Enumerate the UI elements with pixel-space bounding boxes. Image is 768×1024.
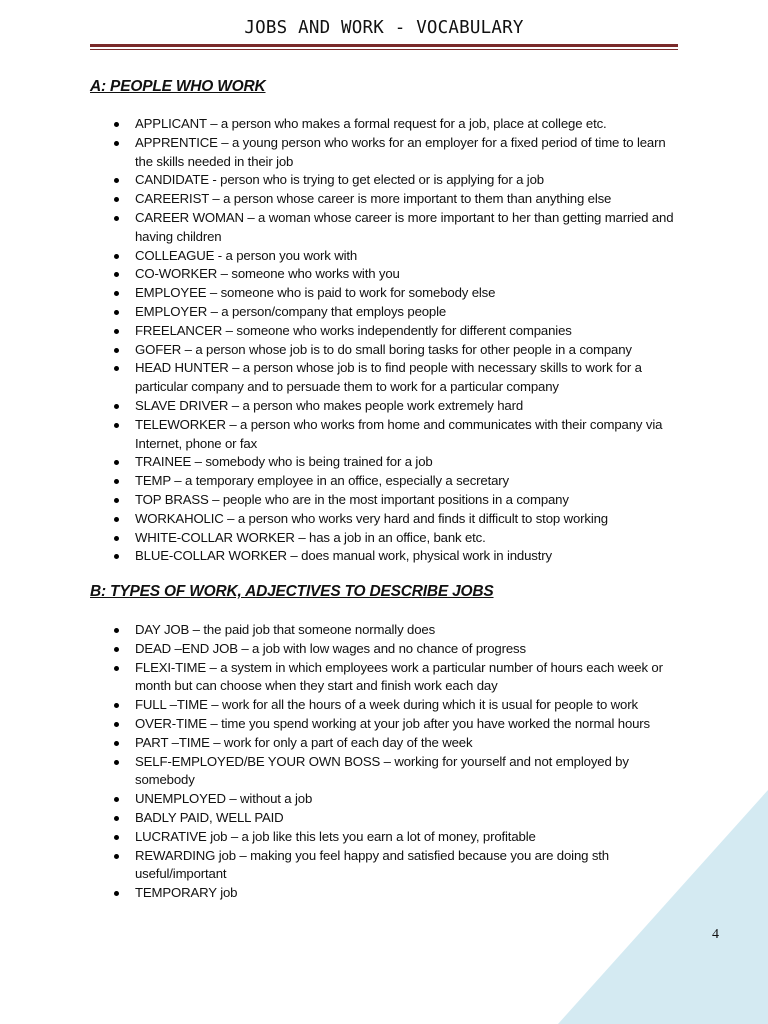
header-divider-thick	[90, 44, 678, 47]
section-heading-people-who-work: A: PEOPLE WHO WORK	[90, 78, 266, 95]
list-item: CANDIDATE - person who is trying to get elected or is applying for a job	[90, 171, 685, 190]
list-item: COLLEAGUE - a person you work with	[90, 247, 685, 266]
list-item: FREELANCER – someone who works independently for different companies	[90, 322, 685, 341]
list-item: TEMP – a temporary employee in an office, especially a secretary	[90, 472, 685, 491]
list-item: APPLICANT – a person who makes a formal request for a job, place at college etc.	[90, 115, 685, 134]
list-item: TELEWORKER – a person who works from home and communicates with their company via Internet, phone or fax	[90, 416, 685, 454]
list-item: GOFER – a person whose job is to do small boring tasks for other people in a company	[90, 341, 685, 360]
list-item: WHITE-COLLAR WORKER – has a job in an office, bank etc.	[90, 529, 685, 548]
section-heading-types-of-work: B: TYPES OF WORK, ADJECTIVES TO DESCRIBE JOBS	[90, 583, 494, 600]
list-item: TOP BRASS – people who are in the most important positions in a company	[90, 491, 685, 510]
page-number: 4	[712, 927, 719, 942]
list-item: EMPLOYEE – someone who is paid to work for somebody else	[90, 284, 685, 303]
list-item: SELF-EMPLOYED/BE YOUR OWN BOSS – working for yourself and not employed by somebody	[90, 753, 685, 791]
list-item: UNEMPLOYED – without a job	[90, 790, 685, 809]
list-item: REWARDING job – making you feel happy and satisfied because you are doing sth useful/important	[90, 847, 685, 885]
list-item: OVER-TIME – time you spend working at your job after you have worked the normal hours	[90, 715, 685, 734]
list-item: TRAINEE – somebody who is being trained for a job	[90, 453, 685, 472]
list-item: PART –TIME – work for only a part of each day of the week	[90, 734, 685, 753]
list-item: APPRENTICE – a young person who works for an employer for a fixed period of time to learn the skills needed in their job	[90, 134, 685, 172]
list-item: FULL –TIME – work for all the hours of a week during which it is usual for people to work	[90, 696, 685, 715]
corner-triangle-shape	[558, 790, 768, 1024]
list-item: DEAD –END JOB – a job with low wages and no chance of progress	[90, 640, 685, 659]
list-item: WORKAHOLIC – a person who works very hard and finds it difficult to stop working	[90, 510, 685, 529]
list-item: CO-WORKER – someone who works with you	[90, 265, 685, 284]
list-item: HEAD HUNTER – a person whose job is to find people with necessary skills to work for a particular company and to persuade them to work for a particular company	[90, 359, 685, 397]
list-item: TEMPORARY job	[90, 884, 685, 903]
header-divider-thin	[90, 49, 678, 50]
list-item: DAY JOB – the paid job that someone normally does	[90, 621, 685, 640]
list-item: BLUE-COLLAR WORKER – does manual work, physical work in industry	[90, 547, 685, 566]
list-item: SLAVE DRIVER – a person who makes people work extremely hard	[90, 397, 685, 416]
list-item: EMPLOYER – a person/company that employs people	[90, 303, 685, 322]
page-title: JOBS AND WORK - VOCABULARY	[244, 18, 524, 38]
list-item: BADLY PAID, WELL PAID	[90, 809, 685, 828]
list-item: FLEXI-TIME – a system in which employees work a particular number of hours each week or month but can choose when they start and finish work each day	[90, 659, 685, 697]
list-item: LUCRATIVE job – a job like this lets you earn a lot of money, profitable	[90, 828, 685, 847]
corner-decoration	[558, 790, 768, 1024]
people-who-work-list	[90, 115, 685, 566]
list-item: CAREER WOMAN – a woman whose career is more important to her than getting married and having children	[90, 209, 685, 247]
list-item: CAREERIST – a person whose career is more important to them than anything else	[90, 190, 685, 209]
